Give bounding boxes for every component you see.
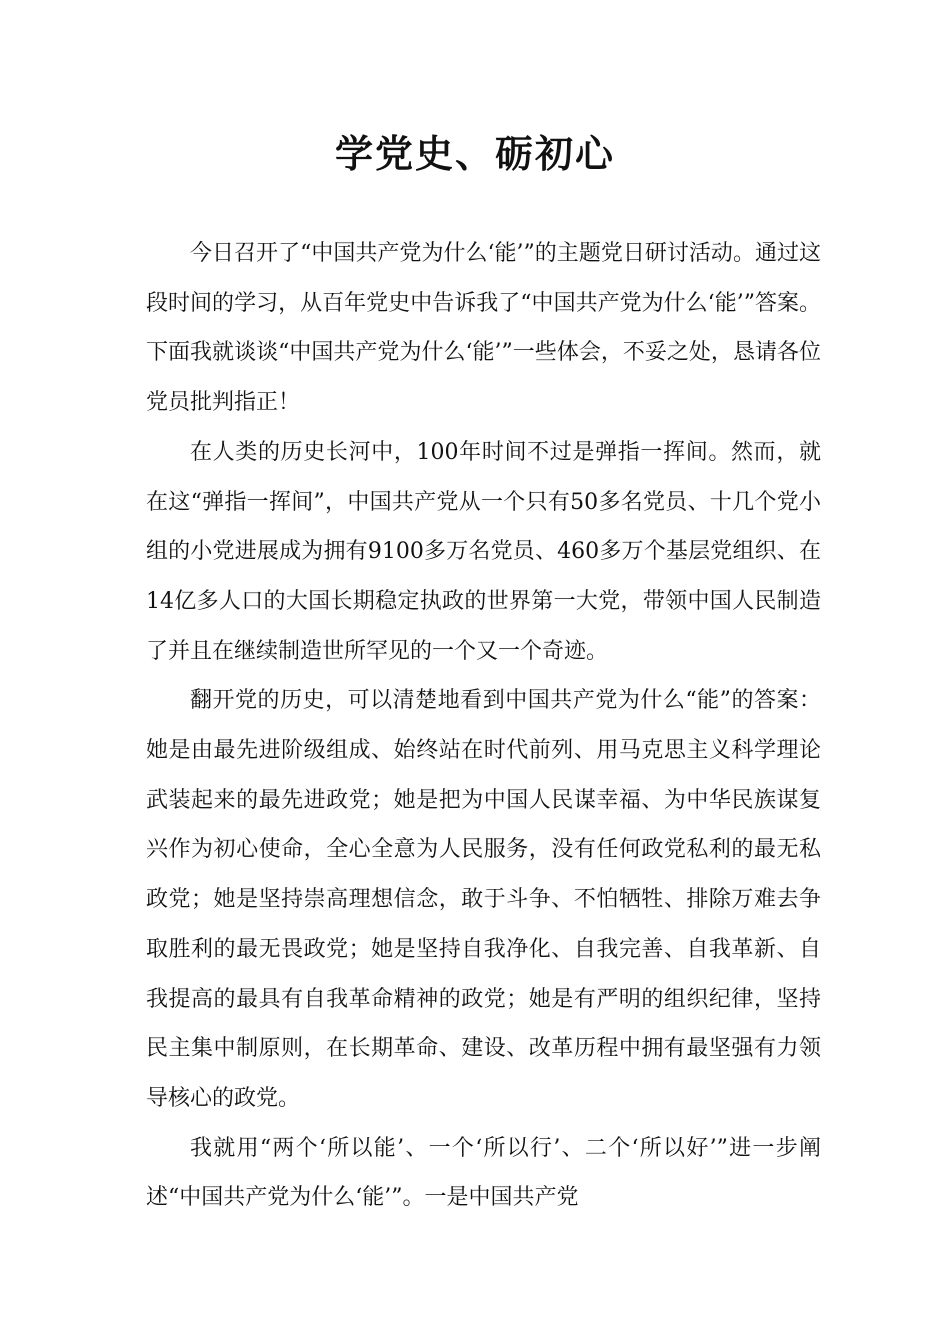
document-body <box>146 229 821 1223</box>
paragraph-2: 在人类的历史长河中，100年时间不过是弹指一挥间。然而，就在这“弹指一挥间”，中国共产党从一个只有50多名党员、十几个党小组的小党进展成为拥有9100多万名党员、460多万个基层党组织、在14亿多人口的大国长期稳定执政的世界第一大党，带领中国人民制造了并且在继续制造世所罕见的一个又一个奇迹。 <box>146 439 821 664</box>
paragraph-4: 我就用“两个‘所以能’、一个‘所以行’、二个‘所以好’”进一步阐述“中国共产党为什么‘能’”。一是中国共产党 <box>146 1135 821 1211</box>
document-title: 学党史、砺初心 <box>334 132 615 176</box>
paragraph-3: 翻开党的历史，可以清楚地看到中国共产党为什么“能”的答案：她是由最先进阶级组成、始终站在时代前列、用马克思主义科学理论武装起来的最先进政党；她是把为中国人民谋幸福、为中华民族谋复兴作为初心使命，全心全意为人民服务，没有任何政党私利的最无私政党；她是坚持崇高理想信念，敢于斗争、不怕牺牲、排除万难去争取胜利的最无畏政党；她是坚持自我净化、自我完善、自我革新、自我提高的最具有自我革命精神的政党；她是有严明的组织纪律，坚持民主集中制原则，在长期革命、建设、改革历程中拥有最坚强有力领导核心的政党。 <box>146 688 821 1111</box>
paragraph-1: 今日召开了“中国共产党为什么‘能’”的主题党日研讨活动。通过这段时间的学习，从百年党史中告诉我了“中国共产党为什么‘能’”答案。下面我就谈谈“中国共产党为什么‘能’”一些体会，不妥之处，恳请各位党员批判指正！ <box>146 241 821 416</box>
